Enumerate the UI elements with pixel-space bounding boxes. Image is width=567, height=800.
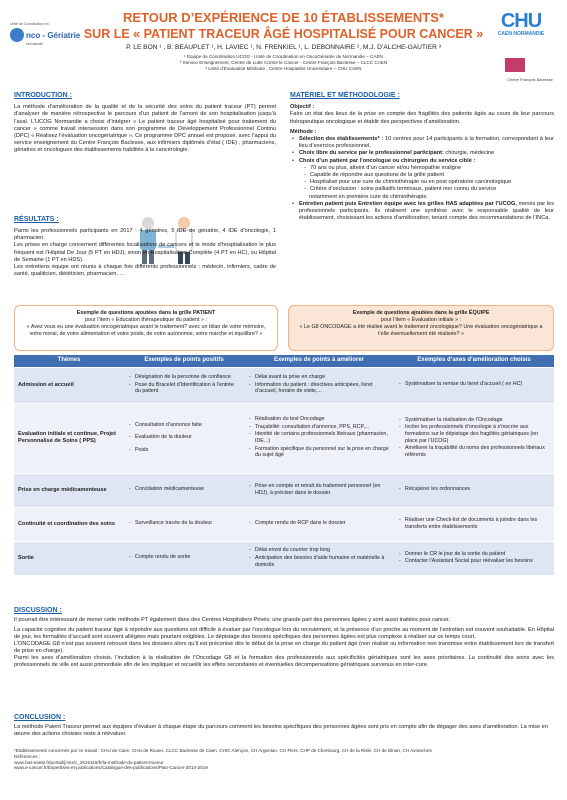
table-cell (394, 403, 554, 473)
criteria-item: - Capable de répondre aux questions de la grille patient (300, 172, 554, 179)
box-patient-text: « Avez vous eu une évaluation oncogériatrique avant le traitement? avec un bilan de votre mémoire, votre moral, de votre alimentation et votre poids, de votre autonomie, votre marche et équilibre? » (26, 324, 266, 337)
resultats-paragraph-3: Les entretiens équipe ont réunis à chaque fois différents professionnels : médecin, infirmiers, cadre de santé, qualiticien, diététicien, pharmacien, ... (14, 264, 276, 278)
resultats-title-block (14, 216, 126, 228)
discussion-paragraph: L’ONCODAGE G8 n’est pas souvent retrouvé dans les dossiers alors qu’il est préconisé dès le début de la prise en charge du patient âgé (non réalisé ou information non transmise entre établissement lors de transfert de prise en charge). (14, 641, 554, 654)
cell-item: - Compte rendu de sortie (128, 554, 240, 561)
table-cell (124, 507, 244, 541)
cell-item: - Conciliation médicamenteuse (128, 486, 240, 493)
cell-item: - Systématiser la remise du livret d’accueil ( en HC) (398, 381, 550, 388)
cell-item: - Identité de certains professionnels libéraux (pharmacien, IDE...) (248, 431, 390, 444)
cell-item: - Prise en compte et retrait du traitement personnel (en HDJ), à préciser dans le dossier (248, 483, 390, 496)
table-cell (124, 473, 244, 507)
cell-item: - Poids (128, 447, 240, 454)
table-header: Thèmes (14, 355, 124, 367)
criteria-item: - Critère d’exclusion : soins palliatifs terminaux, patient non connu du service (300, 186, 554, 193)
methodologie-title: MATÉRIEL ET MÉTHODOLOGIE : (290, 92, 400, 99)
table-cell (394, 507, 554, 541)
cell-item: - Délai envoi du courrier trop long (248, 547, 390, 554)
table-header-row (14, 355, 554, 367)
baclesse-logo (505, 58, 555, 82)
box-equipe (288, 305, 554, 351)
introduction-text: La méthode d’amélioration de la qualité et de la sécurité des soins du patient traceur (PT) permet d’analyser de manière rétrospective le parcours d’un patient de l’amont de son hospitalisation jusqu’à l’aval. L’UCOG Normandie a choisi d’intégrer « Le patient traceur âgé hospitalisé pour traitement du cancer » comme travail intersession dans son programme de Développement Professionnel Continu (DPC) « Réalisez l’évaluation oncogériatrique ». Ce programme DPC annuel est proposé, avec l’appui du service enseignement du Centre François Baclesse, aux infirmiers diplômés d’état ( IDE) , pharmaciens, gériatres et oncologues des établissements habilités à la cancérologie. (14, 104, 276, 154)
table-row (14, 541, 554, 575)
methode-item-bold: Choix d’un patient par l’oncologue ou chirurgien du service ciblé : (299, 157, 476, 164)
reference-link[interactable]: www.e-cancer.fr/Expertises-et-publications/Catalogue-des-publications/Plan-Cancer-2014-2019 (14, 765, 208, 771)
references-label: Références : (14, 753, 41, 759)
table-cell (394, 473, 554, 507)
criteria-note: notamment en première cure de chimiothérapie. (309, 193, 429, 200)
cell-item: - Consultation d’annonce faite (128, 422, 240, 429)
table-cell-theme: Admission et accueil (14, 367, 124, 403)
chu-logo-text: CHU (500, 10, 542, 32)
etablissements-note: *Etablissements concernés par ce travail : CHU de Caen, CHU de Rouen, CLCC Baclesse de Caen, CHIC Alençon, CH Argentan, CH Flers, CHP de Cherbourg, CH de la Risle, CH de Dinan, CH Avranches (14, 748, 432, 753)
table-cell (394, 541, 554, 575)
affiliation-3: ³ Unité d’Evaluation Médicale , Centre Hospitalier Universitaire – CHU CAEN (205, 66, 362, 71)
table-cell-theme: Evaluation initiale et continue, Projet Personnalisé de Soins ( PPS) (14, 403, 124, 473)
affiliation-1: ¹ Equipe de Coordination UCOG - Unité de Coordination en OncoGériatrie de Normandie – CAEN (184, 54, 383, 59)
introduction-title: INTRODUCTION : (14, 92, 72, 99)
resultats-paragraph-2: Les prises en charge concernent différentes localisations de cancers et le mode d’hospitalisation le plus fréquent est l’Hôpital De Jour (5 PT en HDJ), sinon en Hospitalisation Complète (4 PT en HC), ou Hôpital de Semaine (1 PT en HDS). (14, 242, 276, 263)
entretien-item (290, 201, 554, 223)
discussion-paragraph: Il pourrait être intéressant de mener cette méthode PT également dans des Centres Hospitaliers Privés; une grande part des personnes âgées y sont aussi traitées pour cancer. (14, 617, 451, 623)
logo-subtext: Unité de Coordination en (10, 22, 49, 26)
cell-item: - Réalisation du test Oncodage (248, 416, 390, 423)
authors: P. LE BON ¹ , B. BEAUPLET ¹, H. LAVIEC ¹, N. FRENKIEL ¹, L. DEBONNAIRE ², M.J. D’ALCHE-GAUTIER ³ (126, 44, 441, 51)
affiliation-2: ² Service Enseignement, Centre de Lutte Contre le Cancer - Centre François Baclesse – CLCC CAEN (179, 60, 388, 65)
cell-item: - Systématiser la réalisation de l’Oncodage (398, 417, 550, 424)
table-cell (244, 367, 394, 403)
discussion-section (14, 607, 554, 669)
methode-list (290, 136, 554, 165)
methode-item (290, 158, 554, 165)
table-header: Exemples de points à améliorer (244, 355, 394, 367)
cell-item: - Formation spécifique du personnel sur la prise en charge du sujet âgé (248, 446, 390, 459)
discussion-paragraph: Parmi les axes d’amélioration choisis, l’incitation à la réalisation de l’Oncodage G8 et la formation des professionnels aux spécificités gériatriques sont les axes prioritaires. La continuité des soins avec les professionnels de ville est aussi primordiale afin de les impliquer et recueillir les effets secondaires et éventuelles décompensations gériatriques survenus en inter-cure. (14, 655, 554, 668)
box-equipe-text: « Le G8 ONCODAGE a été réalisé avant le traitement oncologique? Une évaluation oncogériatrique a t’elle éventuellement été réalisée? » (299, 324, 543, 337)
table-cell-theme: Sortie (14, 541, 124, 575)
cell-item: - Délai avant la prise en charge (248, 374, 390, 381)
methode-item-text: 10 centres pour 14 participants à la formation, correspondant à leur lieu d’exercice professionnel. (299, 136, 554, 150)
baclesse-logo-text: Centre François Baclesse (507, 77, 553, 82)
methode-label: Méthode : (290, 128, 317, 135)
table-cell-theme: Prise en charge médicamenteuse (14, 473, 124, 507)
box-patient (14, 305, 278, 351)
cell-item: - Information du patient : directives anticipées, livret d’accueil, horaire de visite,... (248, 382, 390, 395)
methode-item-text: chirurgie, médecine (443, 150, 495, 157)
entretien-list (290, 201, 554, 223)
entretien-text: menés par les professionnels participants. Ils réalisent une synthèse avec le responsable qualité de leur établissement, choisissant les actions d’amélioration, tenant compte des recommandations de l’INCa. (299, 200, 554, 222)
resultats-section (14, 228, 276, 278)
resultats-paragraph-1: Parmi les professionnels participants en 2017 : 4 gériatres, 5 IDE de gériatrie, 4 IDE d’oncologie, 1 pharmacien. (14, 228, 276, 242)
table-cell (244, 403, 394, 473)
table-cell (124, 541, 244, 575)
chu-logo (487, 10, 555, 37)
baclesse-logo-mark (505, 58, 525, 72)
cell-item: - Donner le CR le jour de la sortie du patient (398, 551, 550, 558)
criteria-list (300, 165, 554, 194)
cell-item: - Améliorer la traçabilité du noms des professionnels libéraux référents (398, 445, 550, 458)
cell-item: - Compte rendu de RCP dans le dossier (248, 520, 390, 527)
reference-link[interactable]: www.has-sante.fr/portail/jcms/c_2615119/fr/la-methode-du-patient-traceur (14, 759, 164, 765)
box-equipe-title: Exemple de questions ajoutées dans la grille ÉQUIPE (352, 310, 490, 316)
table-cell (244, 507, 394, 541)
cell-item: - Surveillance tracée de la douleur (128, 520, 240, 527)
cell-item: - Inciter les professionnels d’oncologie à s’inscrire aux formations sur le dépistage des fragilités gériatriques (en place par l’UCOG) (398, 424, 550, 444)
table-cell (394, 367, 554, 403)
poster-header (0, 0, 567, 92)
cell-item: - Récupérer les ordonnances (398, 486, 550, 493)
discussion-paragraph: La capacité cognitive du patient traceur âgé à répondre aux questions est difficile à évaluer par l’oncologue lors du recrutement, et la présence d’un proche au moment de l’entretien est souvent souhaitable. En Hôpital de jour, les formalités d’accueil sont souvent allégées mais pourtant exigibles. Le dépistage des besoins spécifiques des personnes âgées est plus complexe à réaliser sur ce temps court. (14, 627, 554, 640)
table-row (14, 473, 554, 507)
poster-title-line2: SUR LE « PATIENT TRACEUR ÂGÉ HOSPITALISÉ POUR CANCER » (83, 27, 484, 41)
methodologie-section (290, 92, 554, 222)
introduction-section (14, 92, 276, 158)
box-patient-title: Exemple de questions ajoutées dans la grille PATIENT (76, 310, 216, 316)
logo-brand-text: nco - Gériatrie (26, 30, 81, 40)
conclusion-title: CONCLUSION : (14, 714, 66, 721)
methode-item (290, 136, 554, 150)
table-cell (124, 367, 244, 403)
objectif-label: Objectif : (290, 104, 315, 111)
poster-title-line1: RETOUR D’EXPÉRIENCE DE 10 ÉTABLISSEMENTS* (123, 10, 444, 25)
table-row (14, 507, 554, 541)
table-cell (244, 473, 394, 507)
table-cell (124, 403, 244, 473)
conclusion-section (14, 714, 554, 738)
entretien-bold: Entretien patient puis Entretien équipe avec les grilles HAS adaptées par l’UCOG, (299, 200, 517, 207)
cell-item: - Evaluation de la douleur (128, 434, 240, 441)
table-header: Exemples d’axes d’amélioration choisis (394, 355, 554, 367)
methode-item (290, 150, 554, 157)
references-section (14, 748, 554, 771)
cell-item: - Réaliser une Check-list de documents à joindre dans les transferts entre établissements (398, 517, 550, 530)
cell-item: - Traçabilité: consultation d’annonce, PPS, RCP,... (248, 424, 390, 431)
criteria-item: - 70 ans ou plus, atteint d’un cancer et/ou hémopathie maligne (300, 165, 554, 172)
cell-item: - Pose du Bracelet d’Identification à l’entrée du patient (128, 382, 240, 395)
methode-item-bold: Choix libre du service par le professionnel participant: (299, 150, 444, 157)
objectif-text: Faire un état des lieux de la prise en compte des fragilités des patients âgés au cours de leur parcours thérapeutique oncologique et établir des perspectives d’amélioration. (290, 111, 554, 125)
discussion-title: DISCUSSION : (14, 607, 62, 614)
results-table (14, 355, 554, 575)
chu-logo-subtext: CAEN NORMANDIE (497, 31, 545, 37)
box-equipe-subtitle: pour l’item « Évaluation initiale » : (380, 317, 462, 323)
logo-subtext-2: Normandie (26, 42, 44, 46)
conclusion-text: La méthode Paient Traceur permet aux équipes d’évaluer à chaque étape du parcours comment les besoins spécifiques des personnes âgées sont pris en compte afin de dégager des axes d’amélioration. La mise en œuvre des actions choisies reste à réévaluer. (14, 724, 548, 737)
table-row (14, 367, 554, 403)
cell-item: - Désignation de la personne de confiance (128, 374, 240, 381)
methode-item-bold: Sélection des établissements* : (299, 136, 384, 143)
table-header: Exemples de points positifs (124, 355, 244, 367)
box-patient-subtitle: pour l’item « Education thérapeutique du patient » : (85, 317, 207, 323)
table-row (14, 403, 554, 473)
resultats-title: RÉSULTATS : (14, 216, 59, 223)
cell-item: - Anticipation des besoins d’aide humaine et matérielle à domicile (248, 555, 390, 568)
table-cell-theme: Continuité et coordination des soins (14, 507, 124, 541)
table-cell (244, 541, 394, 575)
criteria-item: - Hospitalisé pour une cure de chimiothérapie ou en post opératoire carcinologique (300, 179, 554, 186)
cell-item: - Contacter l’Assistant Social pour réévaluer les besoins (398, 558, 550, 565)
